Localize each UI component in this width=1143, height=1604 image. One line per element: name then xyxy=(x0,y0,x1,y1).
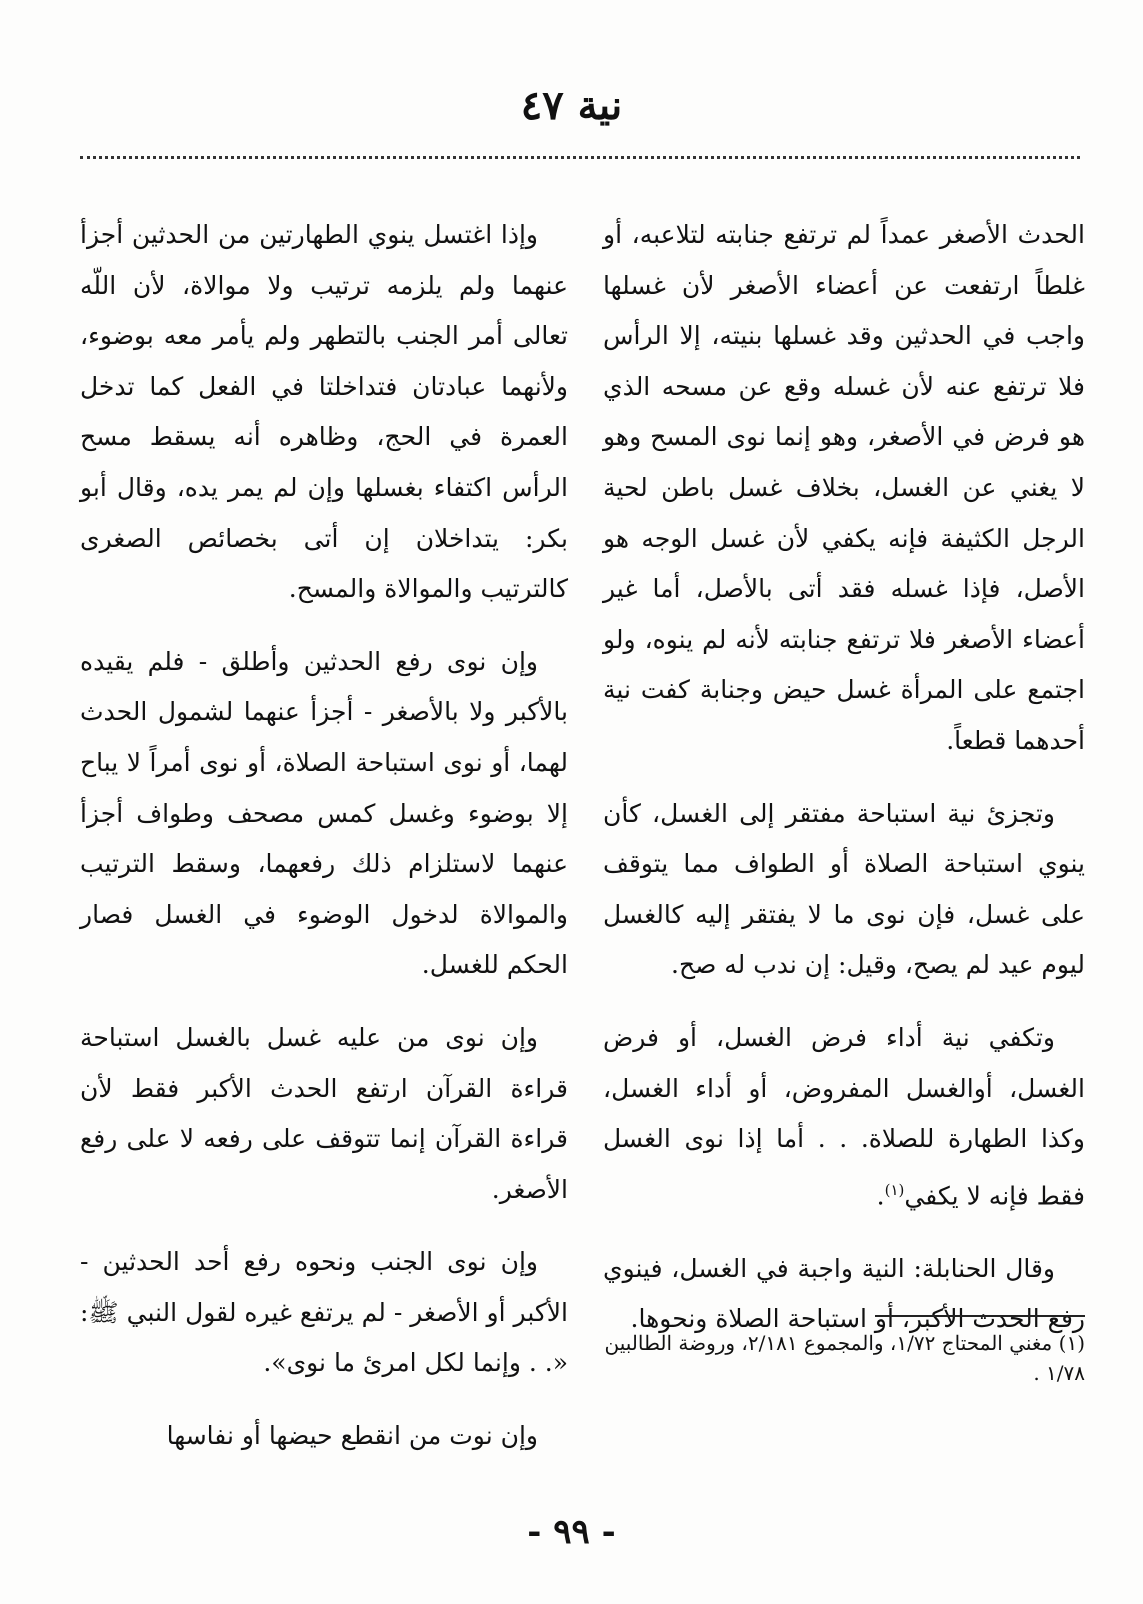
paragraph-text: وتكفي نية أداء فرض الغسل، أو فرض الغسل، أوالغسل المفروض، أو أداء الغسل، وكذا الطهارة للصلاة. . . أما إذا نوى الغسل فقط فإنه لا يكفي xyxy=(603,1022,1085,1211)
header-dotted-rule xyxy=(80,156,1080,159)
page-number: - ٩٩ - xyxy=(527,1512,616,1552)
paragraph: الحدث الأصغر عمداً لم ترتفع جنابته لتلاعبه، أو غلطاً ارتفعت عن أعضاء الأصغر لأن غسلها واجب في الحدثين وقد غسلها بنيته، إلا الرأس فلا ترتفع عنه لأن غسله وقع عن مسحه الذي هو فرض في الأصغر، وهو إنما نوى المسح وهو لا يغني عن الغسل، بخلاف غسل باطن لحية الرجل الكثيفة فإنه يكفي لأن غسل الوجه هو الأصل، فإذا غسله فقد أتى بالأصل، أما غير أعضاء الأصغر فلا ترتفع جنابته لأنه لم ينوه، ولو اجتمع على المرأة غسل حيض وجنابة كفت نية أحدهما قطعاً. xyxy=(603,220,1085,755)
paragraph: وإن نوى رفع الحدثين وأطلق - فلم يقيده بالأكبر ولا بالأصغر - أجزأ عنهما لشمول الحدث لهما، أو نوى استباحة الصلاة، أو نوى أمراً لا يباح إلا بوضوء وغسل كمس مصحف وطواف أجزأ عنهما لاستلزام ذلك رفعهما، وسقط الترتيب والموالاة لدخول الوضوء في الغسل فصار الحكم للغسل. xyxy=(80,646,568,980)
paragraph: وإن نوت من انقطع حيضها أو نفاسها xyxy=(166,1421,538,1451)
paragraph: وقال الحنابلة: النية واجبة في الغسل، فينوي رفع الحدث الأكبر، أو استباحة الصلاة ونحوها. xyxy=(603,1253,1085,1334)
footnote: (١) مغني المحتاج ١/٧٢، والمجموع ٢/١٨١، وروضة الطالبين ١/٧٨ . xyxy=(604,1331,1085,1385)
paragraph: وإن نوى من عليه غسل بالغسل استباحة قراءة القرآن ارتفع الحدث الأكبر فقط لأن قراءة القرآن إنما تتوقف على رفعه لا على رفع الأصغر. xyxy=(80,1022,568,1204)
paragraph: وتكفي نية أداء فرض الغسل، أو فرض الغسل، أوالغسل المفروض، أو أداء الغسل، وكذا الطهارة للصلاة. . . أما إذا نوى الغسل فقط فإنه لا يكفي$^{(١)}$. xyxy=(603,1022,1085,1211)
right-column xyxy=(603,210,1085,1367)
left-column xyxy=(80,210,568,1484)
footnote-marker: (١) xyxy=(884,1180,905,1199)
running-header: نية ٤٧ xyxy=(520,82,623,129)
paragraph: وإذا اغتسل ينوي الطهارتين من الحدثين أجزأ عنهما ولم يلزمه ترتيب ولا موالاة، لأن اللّه تعالى أمر الجنب بالتطهر ولم يأمر معه بوضوء، ولأنهما عبادتان فتداخلتا في الفعل كما تدخل العمرة في الحج، وظاهره أنه يسقط مسح الرأس اكتفاء بغسلها وإن لم يمر يده، وقال أبو بكر: يتداخلان إن أتى بخصائص الصغرى كالترتيب والموالاة والمسح. xyxy=(80,220,568,604)
paragraph: وتجزئ نية استباحة مفتقر إلى الغسل، كأن ينوي استباحة الصلاة أو الطواف مما يتوقف على غسل، فإن نوى ما لا يفتقر إليه كالغسل ليوم عيد لم يصح، وقيل: إن ندب له صح. xyxy=(603,798,1085,980)
footnote-separator xyxy=(875,1315,1085,1317)
paragraph: وإن نوى الجنب ونحوه رفع أحد الحدثين - الأكبر أو الأصغر - لم يرتفع غيره لقول النبي ﷺ: «. . وإنما لكل امرئ ما نوى». xyxy=(80,1247,568,1378)
